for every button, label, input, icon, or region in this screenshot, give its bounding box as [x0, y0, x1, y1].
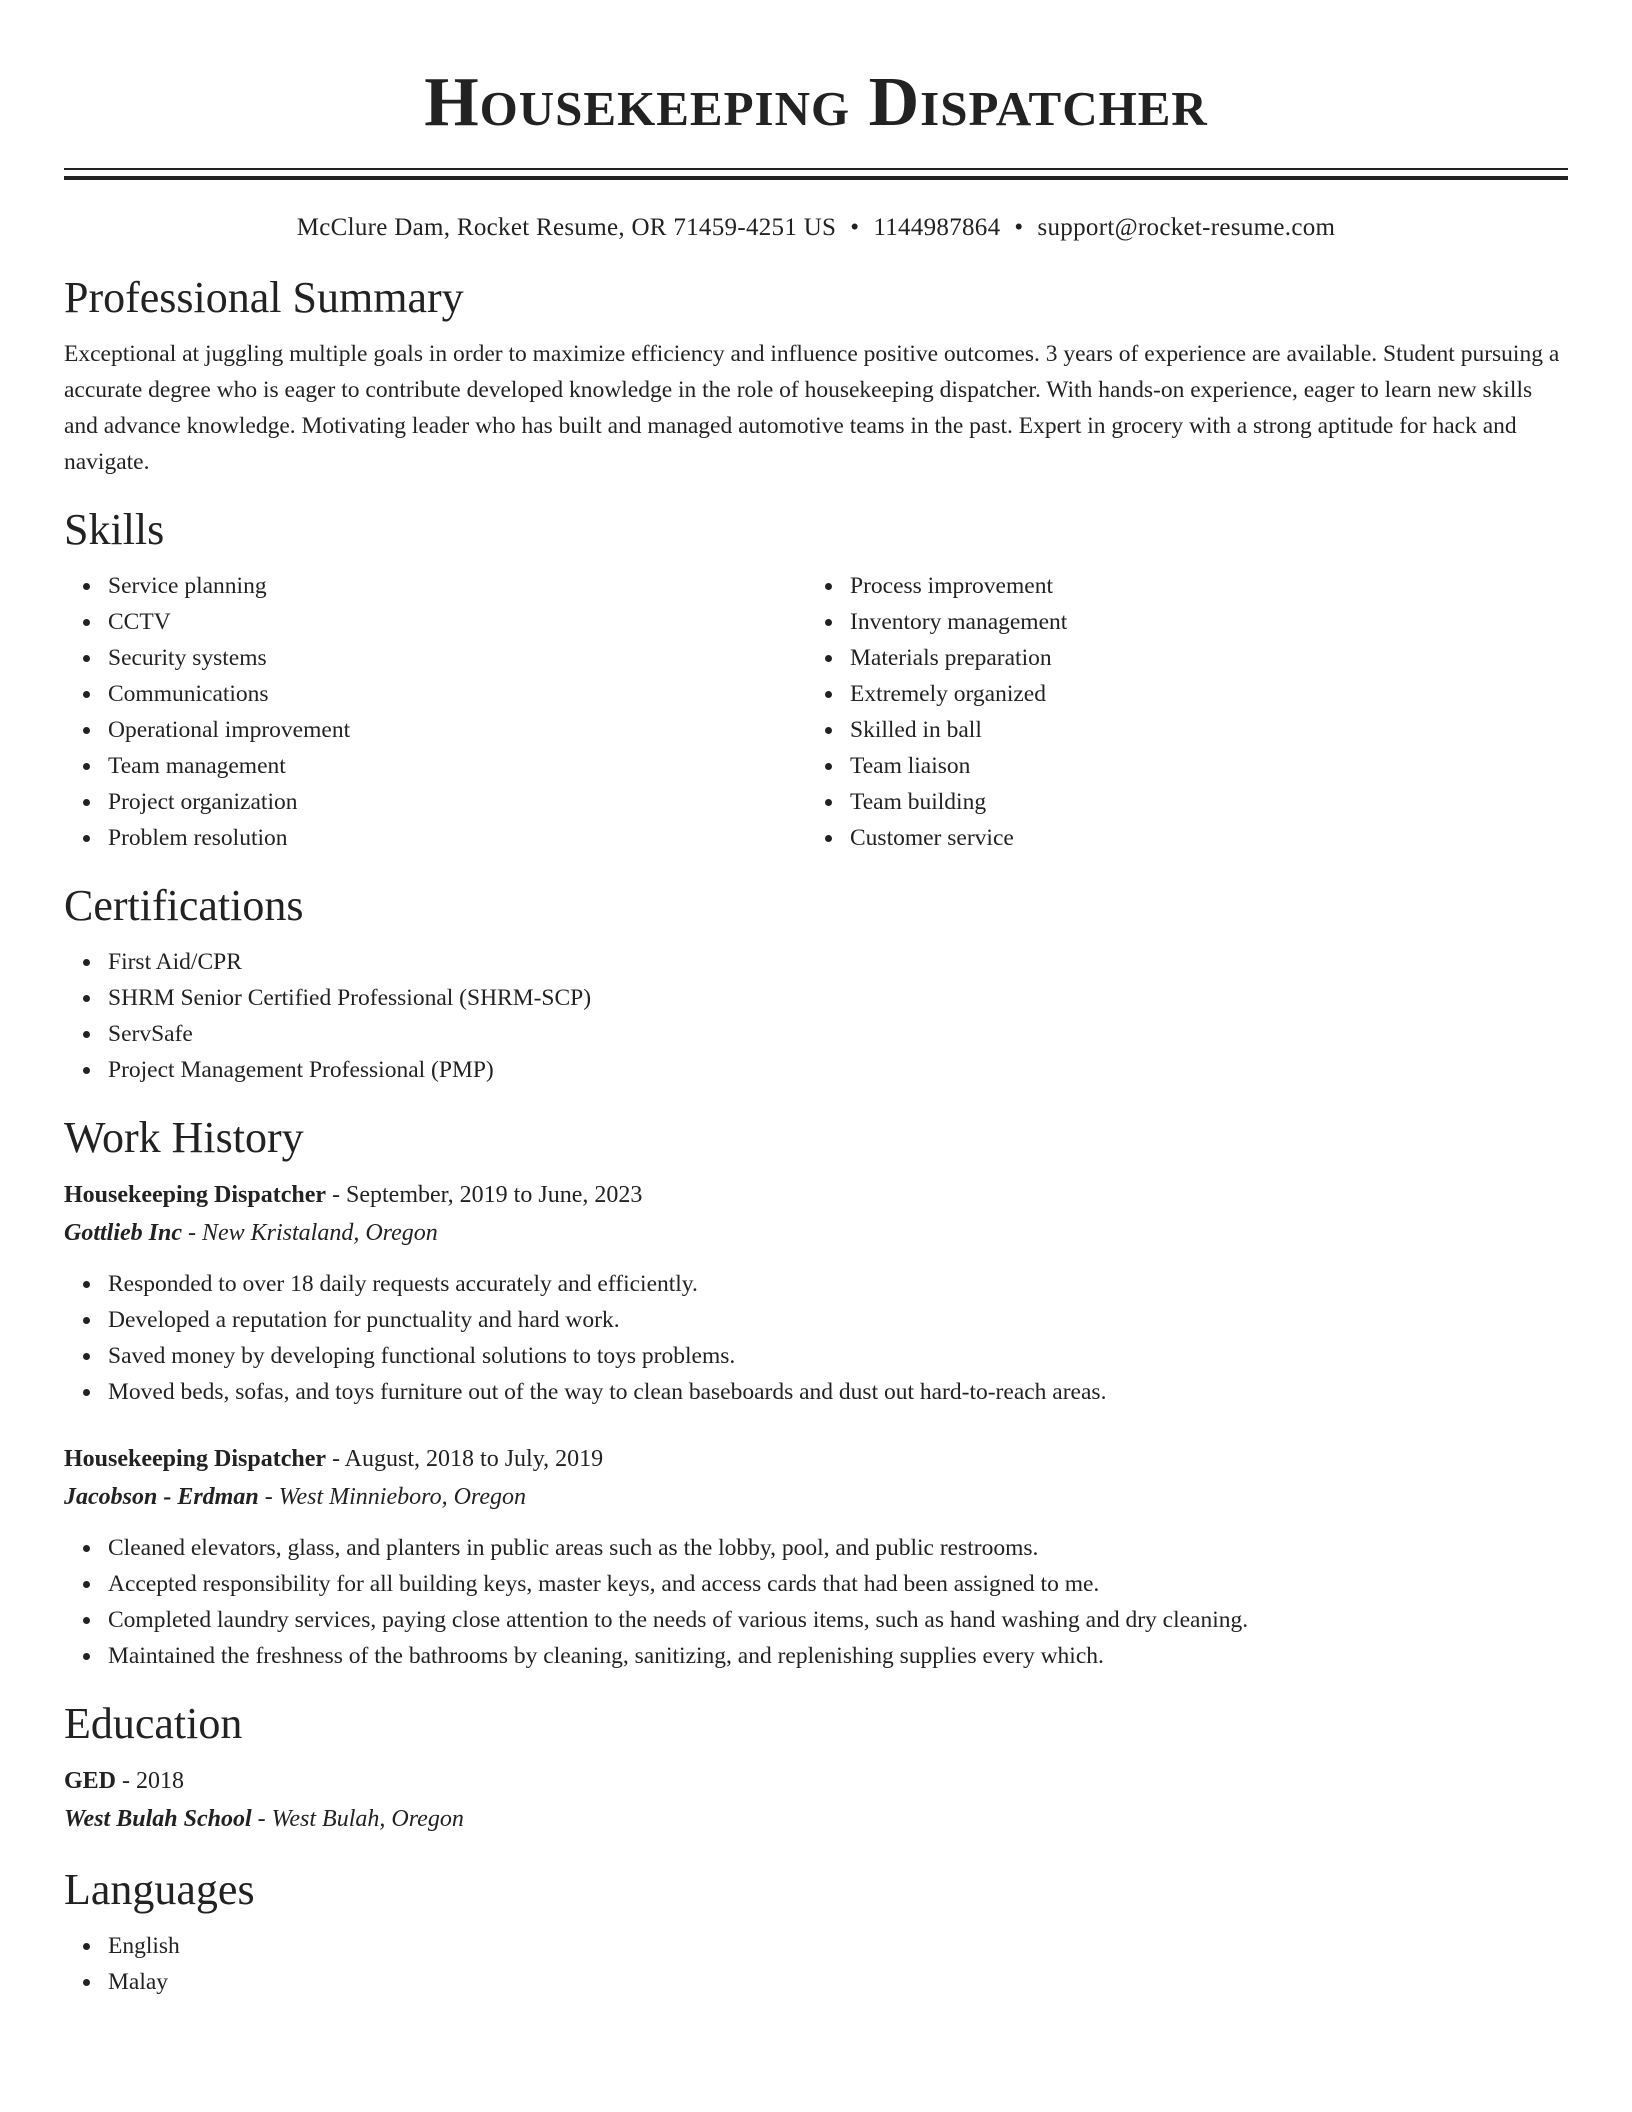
languages-heading: Languages [64, 1865, 255, 1914]
job-duty-item: Completed laundry services, paying close attention to the needs of various items, such as hand washing and dry cleaning. [64, 1602, 1568, 1638]
certification-item: First Aid/CPR [64, 944, 1568, 980]
skills-grid [64, 568, 1568, 856]
contact-address: McClure Dam, Rocket Resume, OR 71459-4251 US [296, 214, 837, 241]
skill-item: Problem resolution [64, 820, 806, 856]
job-duty-item: Developed a reputation for punctuality and hard work. [64, 1302, 1568, 1338]
job-title-line [64, 1176, 1568, 1214]
summary-heading: Professional Summary [64, 273, 464, 322]
language-item: Malay [64, 1964, 1568, 2000]
employer-name: Jacobson - Erdman [64, 1484, 259, 1510]
education-entry [64, 1762, 1568, 1838]
skill-item: Team liaison [806, 748, 1548, 784]
job-role: Housekeeping Dispatcher [64, 1446, 327, 1472]
skill-item: Customer service [806, 820, 1548, 856]
contact-email: support@rocket-resume.com [1037, 214, 1336, 241]
school-line [64, 1800, 1568, 1838]
job-duty-item: Accepted responsibility for all building keys, master keys, and access cards that had been assigned to me. [64, 1566, 1568, 1602]
skill-item: Team building [806, 784, 1548, 820]
certifications-heading: Certifications [64, 881, 304, 930]
certification-item: ServSafe [64, 1016, 1568, 1052]
bullet-separator: • [850, 214, 860, 241]
contact-line [64, 212, 1568, 244]
skills-right-list [806, 568, 1548, 856]
candidate-name: Housekeeping Dispatcher [424, 64, 1208, 141]
education-heading: Education [64, 1699, 243, 1748]
languages-list [64, 1928, 1568, 2000]
skill-item: CCTV [64, 604, 806, 640]
skill-item: Process improvement [806, 568, 1548, 604]
skill-item: Project organization [64, 784, 806, 820]
job-entry [64, 1440, 1568, 1674]
employer-line [64, 1214, 1568, 1252]
job-duty-item: Responded to over 18 daily requests accurately and efficiently. [64, 1266, 1568, 1302]
degree-year: - 2018 [116, 1768, 185, 1794]
skill-item: Inventory management [806, 604, 1548, 640]
job-dates: - August, 2018 to July, 2019 [326, 1446, 604, 1472]
employer-location: - West Minnieboro, Oregon [258, 1484, 527, 1510]
job-duties-list [64, 1266, 1568, 1410]
certification-item: Project Management Professional (PMP) [64, 1052, 1568, 1088]
skill-item: Skilled in ball [806, 712, 1548, 748]
summary-text: Exceptional at juggling multiple goals in order to maximize efficiency and influence positive outcomes. 3 years of experience are available. Student pursuing a accurate degree who is eager to contribute developed knowledge in the role of housekeeping dispatcher. With hands-on experience, eager to learn new skills and advance knowledge. Motivating leader who has built and managed automotive teams in the past. Expert in grocery with a strong aptitude for hack and navigate. [64, 341, 1560, 475]
job-duty-item: Maintained the freshness of the bathrooms by cleaning, sanitizing, and replenishing supplies every which. [64, 1638, 1568, 1674]
degree-line [64, 1762, 1568, 1800]
header-rule-thick [64, 176, 1568, 180]
skill-item: Communications [64, 676, 806, 712]
school-location: - West Bulah, Oregon [251, 1806, 464, 1832]
employer-location: - New Kristaland, Oregon [182, 1220, 438, 1246]
header-rule-thin [64, 168, 1568, 170]
certification-item: SHRM Senior Certified Professional (SHRM-SCP) [64, 980, 1568, 1016]
employer-line [64, 1478, 1568, 1516]
job-duty-item: Saved money by developing functional solutions to toys problems. [64, 1338, 1568, 1374]
skill-item: Security systems [64, 640, 806, 676]
skill-item: Extremely organized [806, 676, 1548, 712]
job-duties-list [64, 1530, 1568, 1674]
school-name: West Bulah School [64, 1806, 252, 1832]
skill-item: Service planning [64, 568, 806, 604]
skill-item: Materials preparation [806, 640, 1548, 676]
job-duty-item: Moved beds, sofas, and toys furniture out of the way to clean baseboards and dust out hard-to-reach areas. [64, 1374, 1568, 1410]
work-history-heading: Work History [64, 1113, 304, 1162]
skills-heading: Skills [64, 505, 165, 554]
skill-item: Operational improvement [64, 712, 806, 748]
resume-page [64, 0, 1568, 2000]
job-entry [64, 1176, 1568, 1410]
certifications-list [64, 944, 1568, 1088]
language-item: English [64, 1928, 1568, 1964]
skill-item: Team management [64, 748, 806, 784]
employer-name: Gottlieb Inc [64, 1220, 182, 1246]
degree-name: GED [64, 1768, 117, 1794]
job-title-line [64, 1440, 1568, 1478]
job-dates: - September, 2019 to June, 2023 [326, 1182, 643, 1208]
skills-left-list [64, 568, 806, 856]
contact-phone: 1144987864 [873, 214, 1001, 241]
job-role: Housekeeping Dispatcher [64, 1182, 327, 1208]
bullet-separator: • [1014, 214, 1024, 241]
job-duty-item: Cleaned elevators, glass, and planters in public areas such as the lobby, pool, and public restrooms. [64, 1530, 1568, 1566]
